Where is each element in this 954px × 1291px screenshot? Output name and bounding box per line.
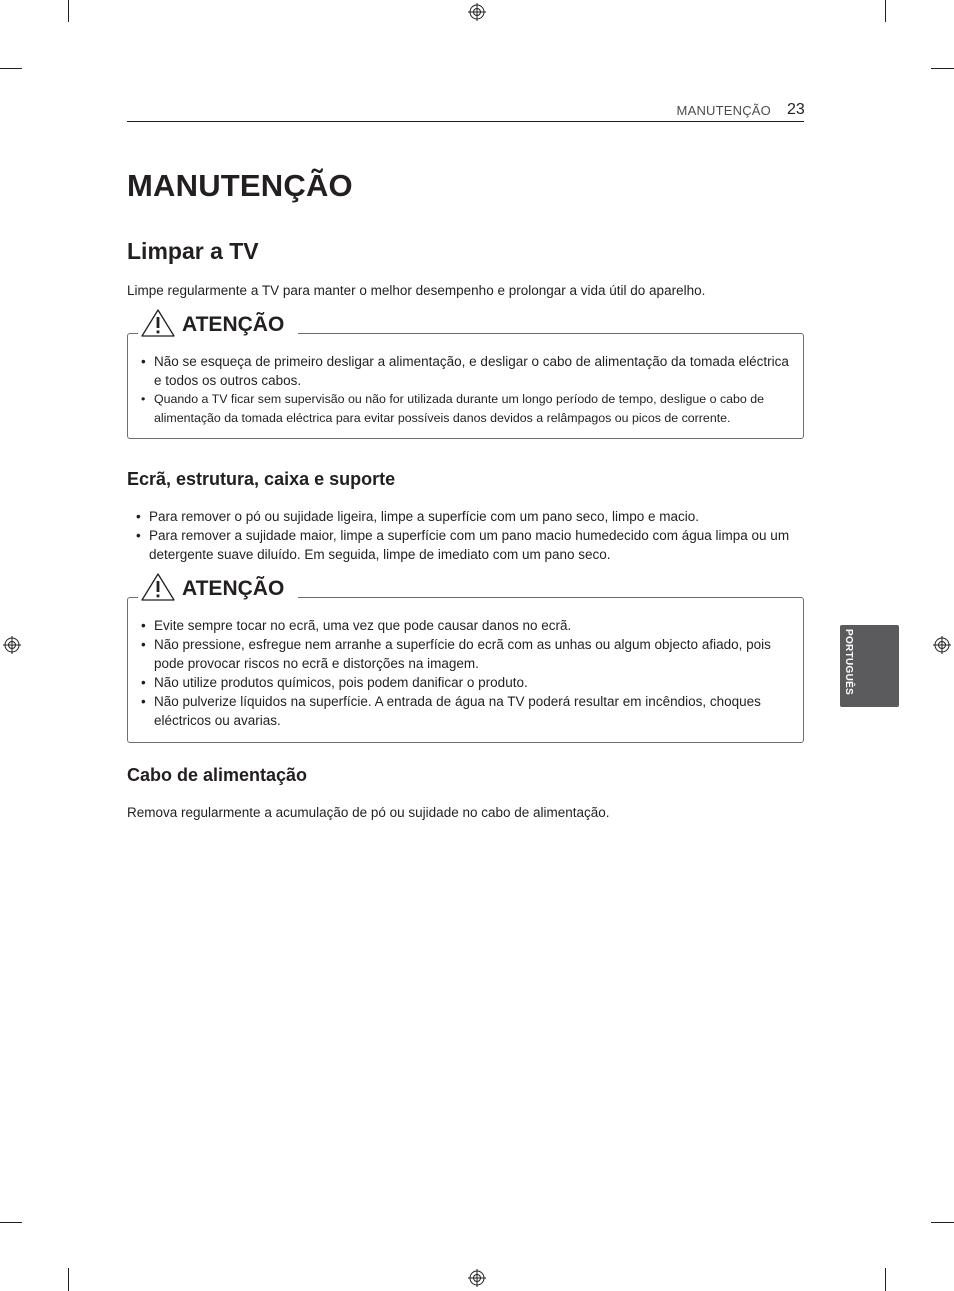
crop-mark — [931, 68, 954, 69]
subsection-title: Ecrã, estrutura, caixa e suporte — [127, 469, 396, 489]
caution-title: ATENÇÃO — [182, 577, 285, 600]
registration-mark-icon — [933, 636, 951, 654]
caution-list — [140, 352, 795, 428]
page-title: MANUTENÇÃO — [127, 168, 353, 203]
crop-mark — [0, 1222, 22, 1223]
caution-title: ATENÇÃO — [182, 313, 285, 336]
cable-paragraph: Remova regularmente a acumulação de pó ou sujidade no cabo de alimentação. — [127, 805, 610, 820]
crop-mark — [931, 1222, 954, 1223]
caution-item: • Não se esqueça de primeiro desligar a alimentação, e desligar o cabo de alimentação da tomada eléctrica e todos os outros cabos. — [140, 352, 795, 390]
caution-list — [140, 616, 795, 730]
warning-triangle-icon — [140, 572, 176, 602]
list-item: • Para remover a sujidade maior, limpe a superfície com um pano macio humedecido com água limpa ou um detergente suave diluído. Em seguida, limpe de imediato com um pano seco. — [135, 526, 805, 564]
caution-item: • Evite sempre tocar no ecrã, uma vez que pode causar danos no ecrã. — [140, 616, 795, 635]
caution-item: • Não pressione, esfregue nem arranhe a superfície do ecrã com as unhas ou algum objecto afiado, pois pode provocar riscos no ecrã e distorções na imagem. — [140, 635, 795, 673]
header-divider — [127, 121, 804, 122]
cleaning-list — [135, 507, 805, 564]
warning-triangle-icon — [140, 308, 176, 338]
list-item: • Para remover o pó ou sujidade ligeira, limpe a superfície com um pano seco, limpo e macio. — [135, 507, 805, 526]
page-number: 23 — [787, 101, 805, 118]
crop-mark — [885, 1268, 886, 1291]
crop-mark — [68, 1268, 69, 1291]
language-tab-label: PORTUGUÊS — [843, 629, 854, 696]
running-header-section: MANUTENÇÃO — [676, 103, 771, 118]
subsection-title: Cabo de alimentação — [127, 765, 308, 785]
language-tab — [840, 625, 899, 707]
caution-header — [138, 308, 298, 338]
caution-item: • Não utilize produtos químicos, pois podem danificar o produto. — [140, 673, 795, 692]
intro-paragraph: Limpe regularmente a TV para manter o melhor desempenho e prolongar a vida útil do aparelho. — [127, 283, 706, 298]
crop-mark — [68, 0, 69, 22]
registration-mark-icon — [468, 1269, 486, 1287]
crop-mark — [0, 68, 22, 69]
caution-box — [127, 577, 804, 743]
crop-mark — [885, 0, 886, 22]
caution-item: • Quando a TV ficar sem supervisão ou não for utilizada durante um longo período de tempo, desligue o cabo de alimentação da tomada eléctrica para evitar possíveis danos devidos a relâmpagos ou picos de corrente. — [140, 390, 795, 428]
section-title: Limpar a TV — [127, 238, 259, 264]
caution-box — [127, 313, 804, 439]
registration-mark-icon — [468, 3, 486, 21]
caution-header — [138, 572, 298, 602]
registration-mark-icon — [3, 636, 21, 654]
caution-item: • Não pulverize líquidos na superfície. A entrada de água na TV poderá resultar em incêndios, choques eléctricos ou avarias. — [140, 692, 795, 730]
